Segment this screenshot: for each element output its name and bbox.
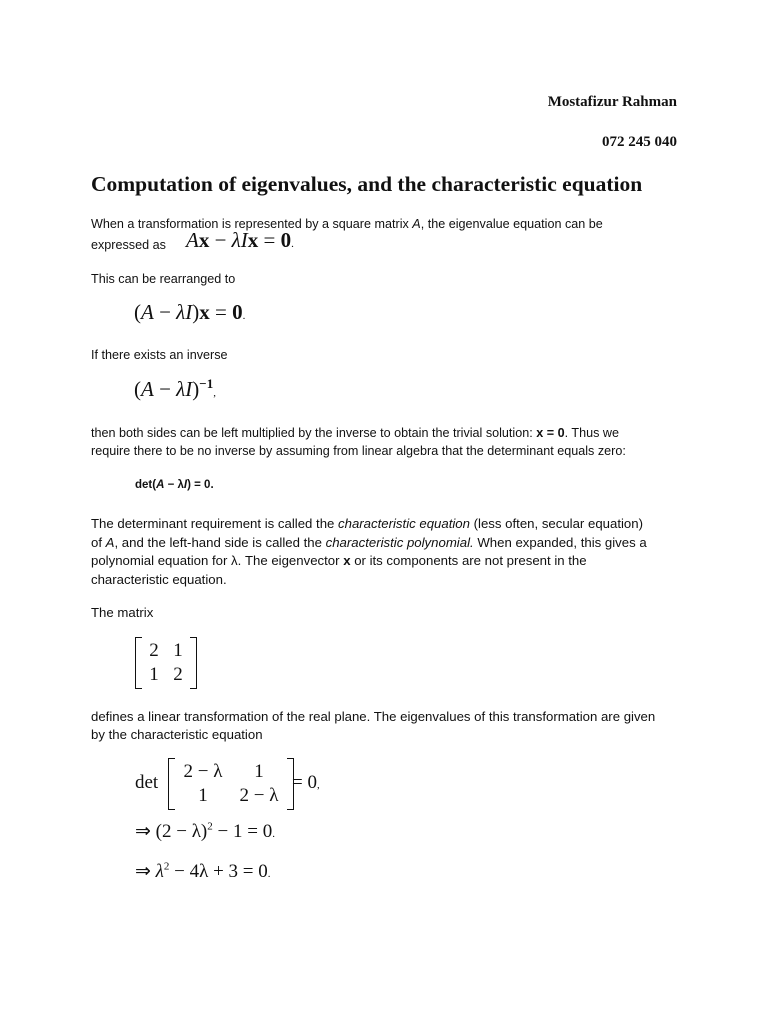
matrix-a22: 2: [173, 664, 183, 685]
implication-2: [135, 860, 271, 883]
impl1-rest: − 1 = 0: [212, 821, 273, 842]
p5-s1: The determinant requirement is called the: [91, 516, 339, 531]
eq2-open: (: [134, 300, 141, 324]
det-I: I: [183, 479, 188, 491]
intro-text-1: When a transformation is represented by a square matrix: [91, 217, 413, 231]
left-bracket: [135, 637, 142, 689]
eq2-dot: .: [242, 310, 246, 322]
characteristic-paragraph: [91, 515, 681, 589]
impl1-open: (2 − λ): [155, 821, 208, 842]
eq3-close: ): [192, 377, 200, 401]
trivial-solution-line2: require there to be no inverse by assuming from linear algebra that the determinant equals zero:: [91, 444, 626, 458]
eq-zero: 0: [280, 228, 292, 252]
det-A: A: [156, 479, 165, 491]
eq3-open: (: [134, 377, 141, 401]
intro-paragraph: [91, 215, 681, 233]
eq2-close: ): [192, 300, 200, 324]
p4-bold: x = 0: [536, 426, 565, 440]
eq-I: I: [240, 228, 248, 252]
eq2-equals: =: [209, 300, 233, 324]
p5-i2: A: [105, 534, 115, 550]
p5-s7: or its components are not present in the: [350, 553, 587, 568]
p5-b1: x: [343, 553, 351, 568]
matrix-a21: 1: [149, 664, 159, 685]
eq2-lambda: λ: [176, 300, 186, 324]
eq2-x: x: [199, 300, 210, 324]
p5-i1: characteristic equation: [338, 516, 470, 531]
p5-s8: characteristic equation.: [91, 571, 227, 587]
char-a21: 1: [198, 785, 208, 806]
intro-text-2: , the eigenvalue equation can be: [420, 217, 603, 231]
eq-dot: .: [291, 238, 294, 250]
impl2-dot: .: [267, 868, 271, 880]
p5-s6: polynomial equation for λ. The eigenvector: [91, 553, 344, 568]
p5-i3: characteristic polynomial.: [325, 534, 474, 550]
p5-s2: (less often, secular equation): [469, 516, 643, 531]
char-matrix-entries: [175, 761, 287, 807]
impl1-sup: 2: [207, 820, 213, 833]
p4-text-1: then both sides can be left multiplied by the inverse to obtain the trivial solution:: [91, 426, 537, 440]
matrix-a11: 2: [149, 640, 159, 661]
eq-minus: −: [209, 228, 232, 252]
p5-s4: , and the left-hand side is called the: [114, 534, 326, 550]
char-comma: ,: [316, 779, 320, 791]
impl2-rest: − 4λ + 3 = 0: [169, 861, 268, 882]
p5-s3: of: [91, 534, 106, 550]
intro-paragraph-line2: expressed as: [91, 238, 166, 252]
det-minus: − λ: [164, 479, 184, 491]
eq2-A: A: [141, 300, 154, 324]
eq3-superscript: −1: [199, 376, 214, 391]
author-name: Mostafizur Rahman: [547, 94, 677, 110]
eq3-A: A: [141, 377, 154, 401]
impl1-dot: .: [272, 828, 275, 840]
eq2-I: I: [185, 300, 193, 324]
det-text: det(: [135, 479, 157, 491]
eq3-I: I: [185, 377, 193, 401]
char-a11: 2 − λ: [183, 761, 223, 782]
impl2-sup: 2: [163, 860, 170, 873]
implication-1: [135, 820, 275, 843]
p4-text-2: . Thus we: [564, 426, 619, 440]
char-rhs: = 0: [292, 772, 317, 793]
eq3-minus: −: [153, 377, 177, 401]
eigenvalue-equation: [186, 228, 294, 253]
eq3-lambda: λ: [176, 377, 186, 401]
matrix-a12: 1: [173, 640, 183, 661]
matrix-2x2: [135, 637, 197, 689]
impl2-lambda: λ: [155, 861, 164, 882]
eq2-zero: 0: [232, 300, 243, 324]
rearranged-equation: [134, 300, 245, 325]
det-label: det: [135, 772, 159, 793]
page-title: Computation of eigenvalues, and the characteristic equation: [91, 172, 643, 196]
char-a12: 1: [254, 761, 264, 782]
trivial-solution-line1: [91, 424, 681, 442]
right-bracket: [190, 637, 197, 689]
eq-lambda: λ: [231, 228, 241, 252]
eq2-minus: −: [153, 300, 177, 324]
implies-arrow-1: ⇒: [135, 821, 151, 842]
char-a22: 2 − λ: [239, 785, 279, 806]
eq-x2: x: [247, 228, 259, 252]
implies-arrow-2: ⇒: [135, 861, 151, 882]
det-rest: ) = 0.: [187, 479, 214, 491]
rearrange-text: This can be rearranged to: [91, 272, 236, 286]
inverse-text: If there exists an inverse: [91, 348, 228, 362]
linear-transformation-line2: by the characteristic equation: [91, 727, 263, 742]
eq3-comma: ,: [213, 387, 216, 399]
eq-equals: =: [258, 228, 281, 252]
p5-s5: When expanded, this gives a: [473, 534, 647, 550]
phone-number: 072 245 040: [602, 134, 677, 150]
determinant-zero-equation: [135, 479, 214, 491]
eq-A: A: [186, 228, 199, 252]
matrix-entries: [142, 640, 190, 686]
characteristic-matrix: [168, 758, 294, 810]
linear-transformation-line1: defines a linear transformation of the real plane. The eigenvalues of this transformation are given: [91, 709, 656, 724]
char-equation-rhs: [292, 771, 320, 797]
inverse-equation: [134, 376, 216, 402]
eq-x: x: [198, 228, 210, 252]
char-left-bracket: [168, 758, 175, 810]
matrix-intro: The matrix: [91, 605, 154, 620]
intro-matrix-symbol: A: [412, 217, 421, 231]
